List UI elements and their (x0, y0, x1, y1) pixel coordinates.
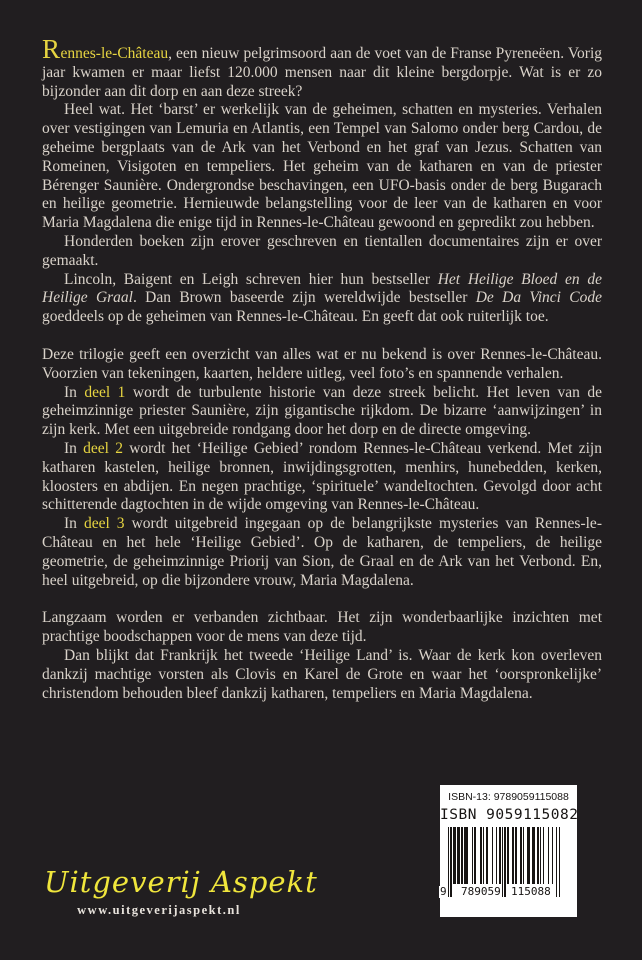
paragraph: In deel 3 wordt uitgebreid ingegaan op de belangrijkste mysteries van Rennes-le-Château en het hele ‘Heilige Gebied’. Op de katharen, de tempeliers, de heilige geometrie, de geheimzinnige Priorij van Sion, de Graal en de Ark van het Verbond. En, heel uitgebreid, op die bijzondere vrouw, Maria Magdalena. (42, 515, 602, 589)
publisher-website: www.uitgeverijaspekt.nl (77, 903, 241, 917)
paragraph: Rennes-le-Château, een nieuw pelgrimsoord aan de voet van de Franse Pyreneëen. Vorig jaar kwamen er maar liefst 120.000 mensen naar dit kleine bergdorpje. Wat is er zo bijzonder aan dit dorp en aan deze streek? (42, 34, 602, 100)
isbn13-label: ISBN-13: 9789059115088 (448, 791, 569, 803)
paragraph: Deze trilogie geeft een overzicht van alles wat er nu bekend is over Rennes-le-Château. Voorzien van tekeningen, kaarten, heldere uitleg, veel foto’s en spannende verhalen. (42, 345, 602, 382)
drop-cap: R (42, 34, 61, 64)
barcode-digit-group: 789059 (461, 885, 501, 898)
paragraph: Langzaam worden er verbanden zichtbaar. Het zijn wonderbaarlijke inzichten met prachtige boodschappen voor de mens van deze tijd. (42, 609, 602, 646)
publisher-logo: Uitgeverij Aspekt (44, 865, 318, 899)
isbn-box (440, 785, 577, 917)
body-text (42, 34, 602, 703)
paragraph: Dan blijkt dat Frankrijk het tweede ‘Heilige Land’ is. Waar de kerk kon overleven dankzij machtige vorsten als Clovis en Karel de Grote en waar het ‘oorspronkelijke’ christendom behouden bleef dankzij katharen, tempeliers en Maria Magdalena. (42, 646, 602, 702)
paragraph: In deel 1 wordt de turbulente historie van deze streek belicht. Het leven van de geheimzinnige priester Saunière, zijn gigantische rijkdom. De bizarre ‘aanwijzingen’ in zijn kerk. Met een uitgebreide rondgang door het dorp en de directe omgeving. (42, 383, 602, 439)
barcode-digit-group: 9 (440, 885, 447, 898)
publisher-block (44, 865, 318, 918)
paragraph: In deel 2 wordt het ‘Heilige Gebied’ rondom Rennes-le-Château verkend. Met zijn katharen kastelen, heilige bronnen, inwijdingsgrotten, menhirs, hunebedden, kerken, kloosters en abdijen. En negen prachtige, ‘spirituele’ wandeltochten. Gevolgd door acht schitterende dagtochten in de wijde omgeving van Rennes-le-Château. (42, 439, 602, 514)
barcode-digit-group: 115088 (511, 885, 551, 898)
paragraph: Heel wat. Het ‘barst’ er werkelijk van de geheimen, schatten en mysteries. Verhalen over vestigingen van Lemuria en Atlantis, een Tempel van Salomo onder berg Cardou, de geheime bergplaats van de Ark van het Verbond en het graf van Jezus. Schatten van Romeinen, Visigoten en tempeliers. Het geheim van de katharen en van de priester Bérenger Saunière. Ondergrondse beschavingen, een UFO-basis onder de berg Bugarach en heilige geometrie. Hernieuwde belangstelling voor de leer van de katharen en voor Maria Magdalena die enige tijd in Rennes-le-Château gewoond en gepredikt zou hebben. (42, 101, 602, 232)
barcode-area (440, 827, 577, 899)
isbn10-label: ISBN 9059115082 (440, 807, 579, 823)
paragraph: Honderden boeken zijn erover geschreven en tientallen documentaires zijn er over gemaakt. (42, 232, 602, 269)
paragraph: Lincoln, Baigent en Leigh schreven hier hun bestseller Het Heilige Bloed en de Heilige Graal. Dan Brown baseerde zijn wereldwijde bestseller De Da Vinci Code goeddeels op de geheimen van Rennes-le-Château. En geeft dat ook ruiterlijk toe. (42, 270, 602, 326)
